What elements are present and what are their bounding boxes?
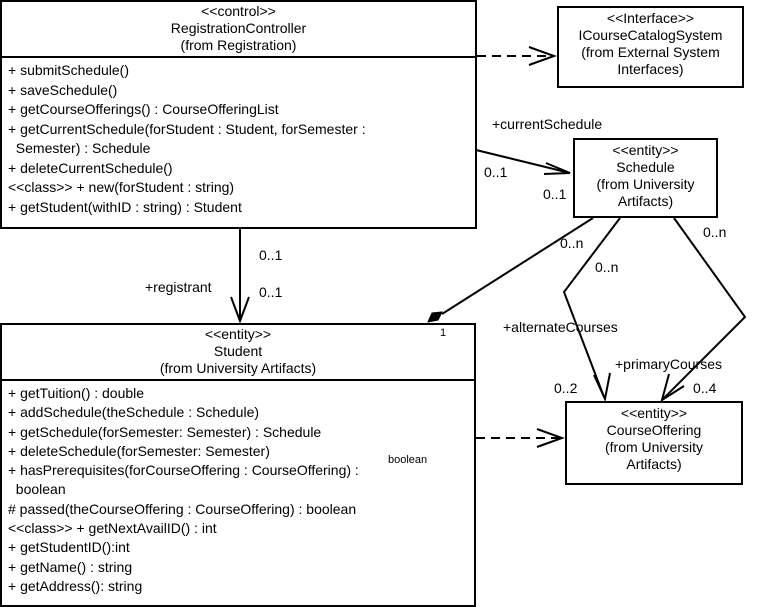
dependency-controller-catalog: [477, 47, 554, 65]
operation: + getName() : string: [8, 558, 133, 575]
operation: + getCourseOfferings() : CourseOfferingList: [8, 101, 279, 117]
role-alternate-courses: +alternateCourses: [503, 319, 618, 335]
multiplicity-current-schedule-source: 0..1: [484, 164, 508, 180]
class-origin: (from External System: [581, 44, 720, 60]
operation: + getStudentID():int: [8, 539, 130, 556]
class-origin: Artifacts): [617, 193, 674, 209]
class-schedule[interactable]: [573, 138, 718, 218]
class-student[interactable]: [0, 323, 476, 607]
class-header: [2, 2, 475, 54]
class-name: Student: [213, 343, 263, 359]
operation: + deleteSchedule(forSemester: Semester): [8, 442, 270, 459]
stereotype: <<control>>: [201, 3, 276, 19]
operation: + getTuition() : double: [8, 385, 145, 401]
multiplicity-primary-schedule: 0..n: [703, 224, 727, 240]
operations-list: [8, 61, 366, 217]
class-name: Schedule: [616, 159, 675, 175]
class-header: [2, 325, 474, 377]
role-primary-courses: +primaryCourses: [615, 356, 722, 372]
class-course-offering[interactable]: [565, 401, 743, 485]
class-origin: (from University: [596, 176, 695, 192]
operation: + deleteCurrentSchedule(): [8, 159, 173, 176]
class-name: ICourseCatalogSystem: [578, 27, 723, 43]
class-header: [559, 8, 742, 78]
multiplicity-alternate-offering: 0..2: [554, 380, 578, 396]
class-header: [567, 403, 741, 473]
operation: + addSchedule(theSchedule : Schedule): [8, 404, 260, 421]
compartment-divider: [2, 56, 475, 58]
operation: boolean: [8, 481, 66, 498]
class-name: RegistrationController: [170, 20, 307, 36]
association-primary-courses: [662, 218, 745, 400]
association-registrant: [231, 228, 249, 321]
multiplicity-schedule-student-schedule: 0..n: [560, 235, 584, 251]
multiplicity-current-schedule-target: 0..1: [543, 186, 567, 202]
class-origin: Interfaces): [617, 61, 684, 77]
multiplicity-registrant-target: 0..1: [259, 284, 283, 300]
multiplicity-alternate-schedule: 0..n: [595, 259, 619, 275]
operation: + hasPrerequisites(forCourseOffering : CourseOffering) :: [8, 462, 359, 479]
operation: + getSchedule(forSemester: Semester) : Schedule: [8, 423, 322, 440]
operation: # passed(theCourseOffering : CourseOffering) : boolean: [8, 500, 357, 517]
stray-return-type: boolean: [388, 454, 428, 466]
multiplicity-primary-offering: 0..4: [693, 380, 717, 396]
class-origin: (from Registration): [180, 37, 297, 53]
role-current-schedule: +currentSchedule: [492, 116, 603, 132]
compartment-divider: [2, 379, 474, 381]
class-name: CourseOffering: [606, 422, 702, 438]
stereotype: <<entity>>: [620, 405, 688, 421]
stereotype: <<Interface>>: [606, 10, 695, 26]
multiplicity-schedule-student-student: 1: [440, 327, 447, 339]
operation: Semester) : Schedule: [8, 140, 151, 156]
dependency-student-courseoffering: [476, 429, 562, 447]
stereotype: <<entity>>: [204, 326, 272, 342]
operation: + submitSchedule(): [8, 62, 130, 78]
operation: + saveSchedule(): [8, 81, 118, 98]
class-origin: (from University Artifacts): [159, 360, 317, 376]
class-origin: Artifacts): [626, 456, 682, 472]
operation: <<class>> + new(forStudent : string): [8, 179, 235, 195]
operations-list: [8, 384, 359, 596]
class-registration-controller[interactable]: [0, 0, 477, 229]
operation: + getStudent(withID : string) : Student: [8, 198, 242, 215]
composition-schedule-student: [428, 218, 593, 322]
class-icourse-catalog-system[interactable]: [557, 6, 744, 88]
multiplicity-registrant-source: 0..1: [259, 247, 283, 263]
class-header: [575, 140, 716, 210]
operation: + getAddress(): string: [8, 577, 143, 594]
stereotype: <<entity>>: [612, 142, 679, 158]
operation: <<class>> + getNextAvailID() : int: [8, 520, 217, 537]
operation: + getCurrentSchedule(forStudent : Student, forSemester :: [8, 120, 366, 137]
class-origin: (from University: [604, 439, 703, 455]
role-registrant: +registrant: [145, 279, 212, 295]
